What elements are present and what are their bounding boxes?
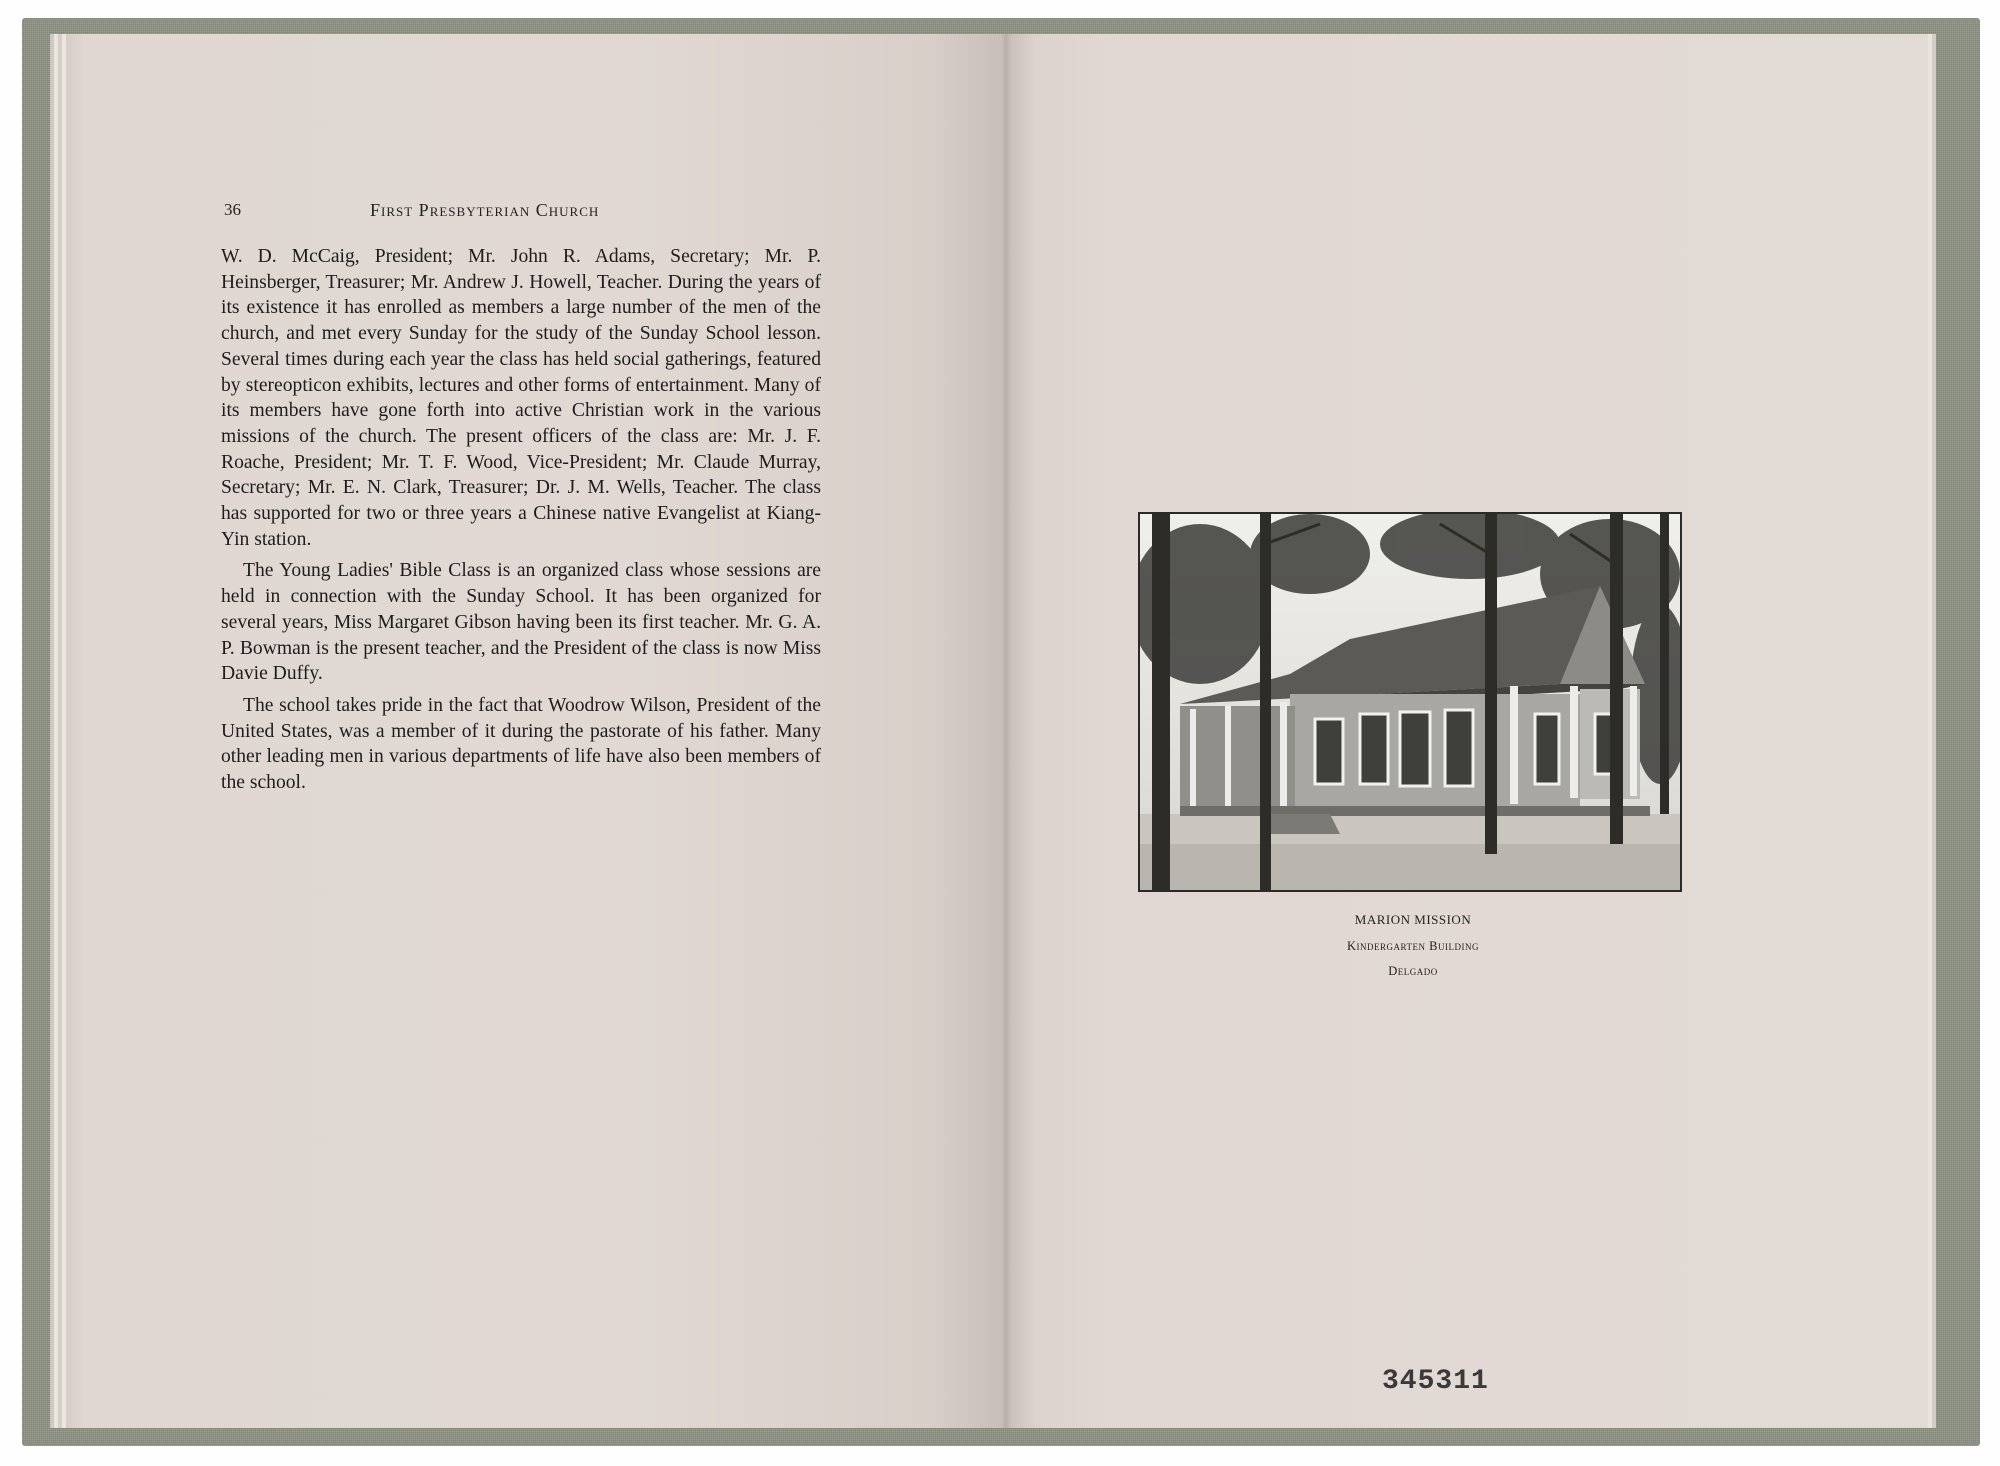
caption-subtitle: Kindergarten Building <box>1347 939 1479 953</box>
caption-title: MARION MISSION <box>1354 912 1472 927</box>
paragraph-2: The Young Ladies' Bible Class is an organized class whose sessions are held in connection with the Sunday School. It has been organized for several years, Miss Margaret Gibson having been its first teacher. Mr. G. A. P. Bowman is the present teacher, and the President of the class is now Miss Davie Duffy. <box>221 560 821 685</box>
book-gutter <box>1000 34 1012 1428</box>
caption-location: Delgado <box>1388 964 1438 978</box>
paragraph-1: W. D. McCaig, President; Mr. John R. Adams, Secretary; Mr. P. Heinsberger, Treasurer; Mr. Andrew J. Howell, Teacher. During the years of its existence it has enrolled as members a large number of the men of the church, and met every Sunday for the study of the Sunday School lesson. Several times during each year the class has held social gatherings, featured by stereopticon exhibits, lectures and other forms of entertainment. Many of its members have gone forth into active Christian work in the various missions of the church. The present officers of the class are: Mr. J. F. Roache, President; Mr. T. F. Wood, Vice-President; Mr. Claude Murray, Secretary; Mr. E. N. Clark, Treasurer; Dr. J. M. Wells, Teacher. The class has supported for two or three years a Chinese native Evangelist at Kiang-Yin station. <box>221 246 821 550</box>
paragraph-3: The school takes pride in the fact that Woodrow Wilson, President of the United States, was a member of it during the pastorate of his father. Many other leading men in various departments of life have also been members of the school. <box>221 694 821 794</box>
accession-stamp: 345311 <box>1382 1366 1489 1397</box>
page-number: 36 <box>224 200 241 219</box>
mission-building-photo <box>1138 512 1682 892</box>
body-text <box>221 244 821 802</box>
running-head-title: First Presbyterian Church <box>370 200 600 220</box>
running-head <box>224 200 822 224</box>
